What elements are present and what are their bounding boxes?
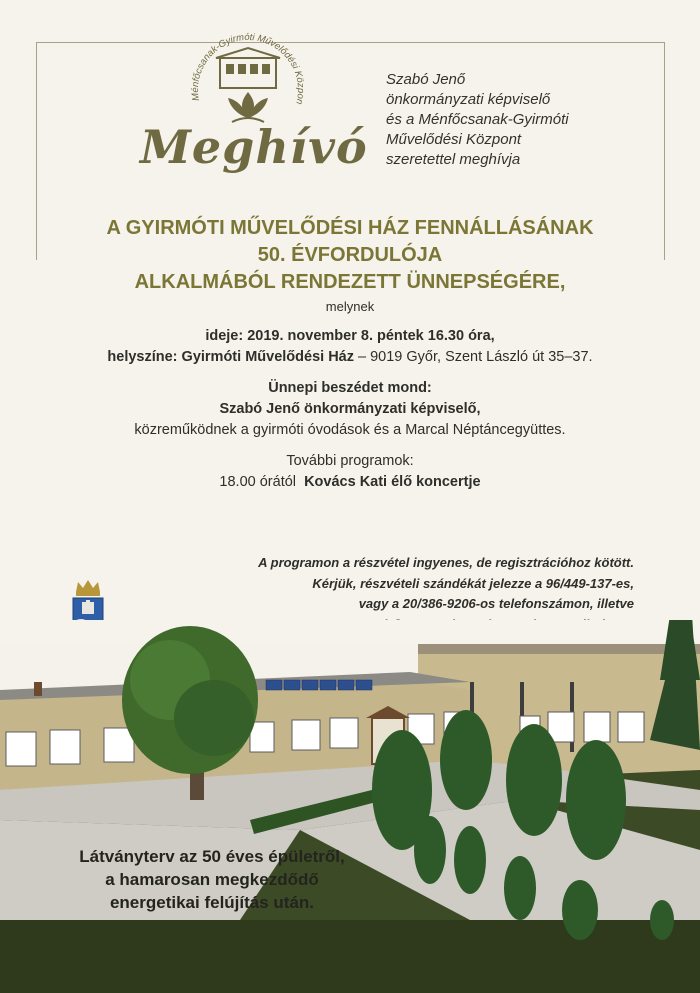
time-place-block [20, 326, 680, 368]
registration-line: Kérjük, részvételi szándékát jelezze a 96/449-137-es, [312, 575, 634, 591]
time-value: 2019. november 8. péntek 16.30 óra, [247, 328, 495, 344]
headline-line: 50. ÉVFORDULÓJA [257, 244, 443, 266]
melynek-text: melynek [325, 299, 375, 314]
place-address: – 9019 Győr, Szent László út 35–37. [353, 349, 593, 365]
inviter-line: szeretettel meghívja [386, 151, 521, 168]
inviter-line: önkormányzati képviselő [386, 91, 551, 108]
time-label: ideje: [205, 328, 244, 344]
svg-text:Ménfőcsanak-Gyirmóti Művelődés [178, 18, 306, 105]
concert-name: Kovács Kati élő koncertje [304, 474, 481, 490]
place-name: Gyirmóti Művelődési Ház [181, 349, 354, 365]
speaker: Szabó Jenő önkormányzati képviselő, [219, 401, 481, 417]
event-headline [20, 215, 680, 296]
headline-line: ALKALMÁBÓL RENDEZETT ÜNNEPSÉGÉRE, [134, 271, 566, 293]
logo-ring-text: Ménfőcsanak-Gyirmóti Művelődési Közpon [189, 31, 307, 106]
inviter-line: Művelődési Központ [386, 131, 522, 148]
inviter-line: Szabó Jenő [386, 71, 466, 88]
speech-block [20, 378, 680, 441]
cultural-center-logo [178, 18, 318, 130]
event-details [20, 326, 680, 503]
programs-block [20, 451, 680, 493]
place-label: helyszíne: [107, 349, 178, 365]
inviter-line: és a Ménfőcsanak-Gyirmóti [386, 111, 569, 128]
concert-time: 18.00 órától [219, 474, 297, 490]
frame-top-line [36, 42, 664, 43]
event-time [20, 326, 680, 347]
caption-line: energetikai felújítás után. [109, 893, 315, 912]
registration-line: A programon a részvétel ingyenes, de regisztrációhoz kötött. [258, 555, 634, 570]
invitation-title: Meghívó [140, 120, 368, 174]
building-render-image [0, 620, 700, 993]
more-programs-title: További programok: [286, 453, 414, 469]
event-place [20, 347, 680, 368]
caption-line: a hamarosan megkezdődő [105, 870, 319, 889]
headline-line: A GYIRMÓTI MŰVELŐDÉSI HÁZ FENNÁLLÁSÁNAK [106, 217, 594, 239]
registration-line: vagy a 20/386-9206-os telefonszámon, illetve [358, 596, 634, 611]
render-caption [62, 845, 362, 914]
inviter-block [386, 70, 646, 170]
performers: közreműködnek a gyirmóti óvodások és a Marcal Néptáncegyüttes. [134, 422, 566, 438]
caption-line: Látványterv az 50 éves épületről, [79, 847, 345, 866]
speech-title: Ünnepi beszédet mond: [268, 380, 432, 396]
